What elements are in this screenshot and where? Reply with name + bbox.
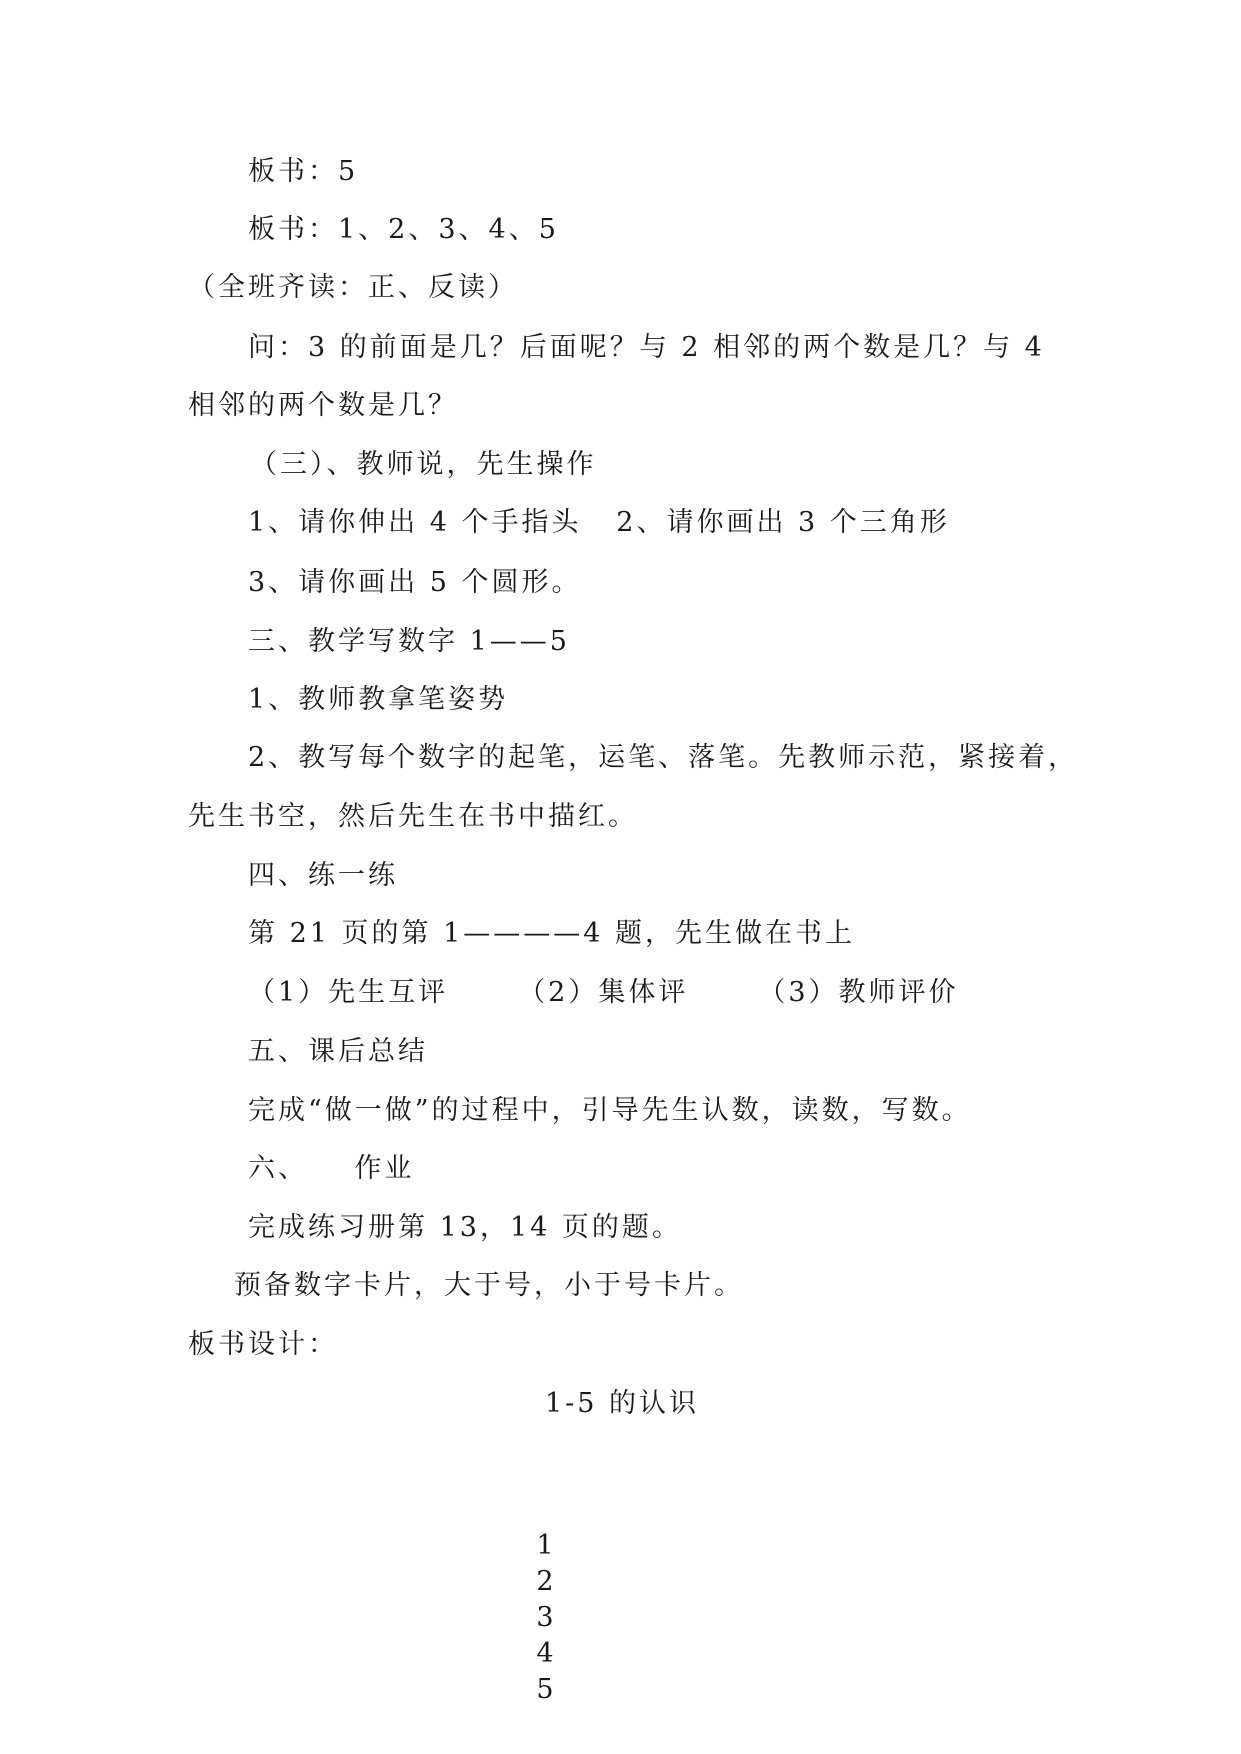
text-line: 预备数字卡片，大于号，小于号卡片。 [234,1270,744,1301]
section-heading: 四、练一练 [248,860,398,891]
board-number: 5 [536,1674,557,1705]
eval-item: （1）先生互评 [248,977,449,1008]
text-line: 第 21 页的第 1————4 题，先生做在书上 [248,918,856,949]
section-heading: 三、教学写数字 1——5 [248,626,570,657]
board-number: 2 [536,1566,557,1597]
section-heading: 五、课后总结 [248,1036,428,1067]
eval-item: （2）集体评 [518,977,689,1008]
section-heading: 六、 作业 [248,1153,415,1184]
text-line: 3、请你画出 5 个圆形。 [248,567,582,598]
text-line: 先生书空，然后先生在书中描红。 [188,801,638,832]
board-number: 4 [536,1638,557,1669]
board-numbers [490,1492,593,1744]
text-line: 完成练习册第 13，14 页的题。 [248,1212,682,1243]
text-line: 2、教写每个数字的起笔，运笔、落笔。先教师示范，紧接着， [248,742,1079,773]
board-title: 1-5 的认识 [545,1388,700,1419]
text-line: 相邻的两个数是几？ [188,390,458,421]
text-line: 1、教师教拿笔姿势 [248,684,509,715]
eval-item: （3）教师评价 [758,977,959,1008]
text-line: 1、请你伸出 4 个手指头 2、请你画出 3 个三角形 [248,507,950,538]
text-line: 板书：1、2、3、4、5 [248,214,559,245]
board-number: 3 [536,1602,557,1633]
text-line [248,975,959,1011]
text-line: 板书：5 [248,156,359,187]
text-line: （全班齐读：正、反读） [188,272,518,303]
board-number: 1 [536,1530,557,1561]
text-line: 问：3 的前面是几？后面呢？与 2 相邻的两个数是几？与 4 [248,332,1045,363]
text-line: 板书设计： [188,1329,338,1360]
section-heading: （三）、教师说，先生操作 [250,449,597,480]
text-line: 完成“做一做”的过程中，引导先生认数，读数，写数。 [248,1095,972,1126]
